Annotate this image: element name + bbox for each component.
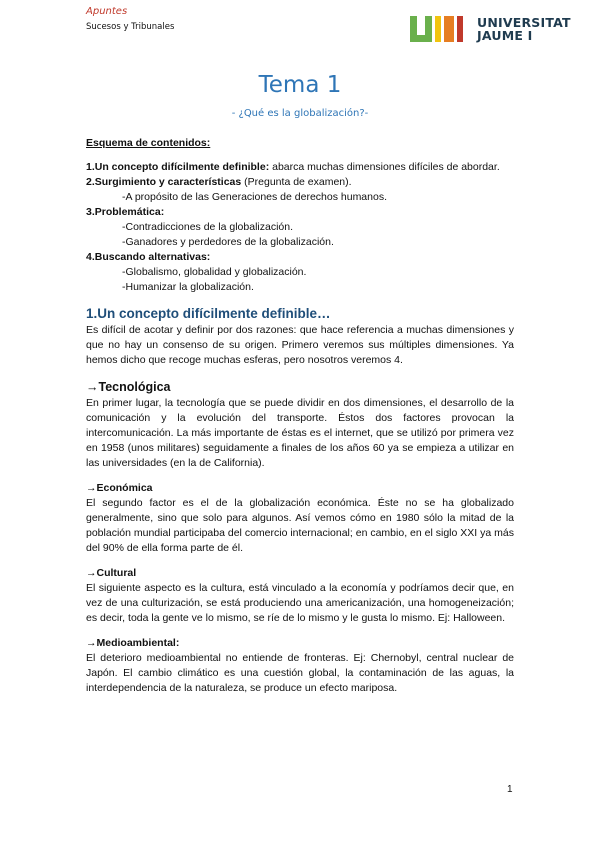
topic-paragraph: El siguiente aspecto es la cultura, está vinculado a la economía y podríamos decir que, en vez de una culturización, se está produciendo una americanización, una homogeneización; es decir, toda la gente ve lo mismo, se ríe de lo mismo y le gusta lo mismo. Ej: Halloween.: [86, 582, 514, 624]
university-name-line1: UNIVERSITAT: [477, 15, 571, 30]
topic-heading: →Cultural: [86, 567, 137, 579]
outline-subitem: -Contradicciones de la globalización.: [122, 221, 294, 233]
outline-item-label: 3.Problemática:: [86, 206, 165, 218]
page-title: Tema 1: [258, 72, 342, 98]
outline-item-heading: [86, 250, 514, 265]
topic-paragraph: En primer lugar, la tecnología que se puede dividir en dos dimensiones, el desarrollo de la comunicación y la evolución del transporte. Éstos dos factores provocan la intercomunicación. La más importante de éstas es el internet, que se utilizó por primera vez en 1958 (unos militares) seguidamente a finales de los años 60 ya se empieza a utilizar en las universidades (en la de California).: [86, 397, 514, 469]
page-subtitle: - ¿Qué es la globalización?-: [231, 108, 369, 119]
topic-heading: →Económica: [86, 482, 153, 494]
outline-subitem: -Globalismo, globalidad y globalización.: [122, 266, 307, 278]
outline-item: [86, 250, 514, 295]
outline-item-description: abarca muchas dimensiones difíciles de abordar.: [269, 161, 500, 173]
outline-item: [86, 205, 514, 250]
outline-item-heading: [86, 205, 514, 220]
outline-item-label: 4.Buscando alternativas:: [86, 251, 211, 263]
outline-item: [86, 160, 514, 175]
topic-paragraph: El segundo factor es el de la globalización económica. Éste no se ha globalizado generalmente, sino que solo para algunos. Así vemos cómo en 1980 sólo la mitad de la población mundial participaba del comercio internacional; en cambio, en el siglo XXI ya más del 90% de ella forma parte de él.: [86, 497, 514, 554]
outline-subitem: -Humanizar la globalización.: [122, 281, 254, 293]
topic-heading: →Tecnológica: [86, 380, 171, 394]
outline-item: [86, 175, 514, 205]
outline-item-description: (Pregunta de examen).: [241, 176, 352, 188]
header-tag: Apuntes: [86, 6, 128, 17]
outline-item-label: 1.Un concepto difícilmente definible:: [86, 161, 270, 173]
university-name-line2: JAUME I: [477, 28, 533, 43]
uji-logo-icon: [410, 14, 470, 44]
running-header: [86, 6, 174, 33]
section-paragraph: Es difícil de acotar y definir por dos razones: que hace referencia a muchas dimensiones y que no hay un consenso de su origen. Primero veremos sus múltiples dimensiones. Ya hemos dicho que recoge muchas esferas, pero nosotros veremos 4.: [86, 324, 514, 366]
topic-paragraph: El deterioro medioambiental no entiende de fronteras. Ej: Chernobyl, central nuclear de Japón. El cambio climático es una cuestión global, la contaminación de las aguas, la interdependencia de la naturaleza, se produce un efecto mariposa.: [86, 652, 514, 694]
document-body: [86, 136, 514, 696]
university-name: [477, 16, 571, 42]
outline-list: [86, 160, 514, 295]
outline-subitem: -Ganadores y perdedores de la globalización.: [122, 236, 334, 248]
section-heading: 1.Un concepto difícilmente definible…: [86, 306, 331, 321]
university-logo: [410, 14, 571, 44]
outline-title: Esquema de contenidos:: [86, 137, 211, 149]
outline-item-heading: [86, 160, 514, 175]
outline-item-label: 2.Surgimiento y características: [86, 176, 242, 188]
outline-item-heading: [86, 175, 514, 190]
topic-heading: →Medioambiental:: [86, 637, 180, 649]
page-number: 1: [507, 784, 513, 795]
header-subject: Sucesos y Tribunales: [86, 22, 175, 32]
topics-list: [86, 378, 514, 696]
outline-subitem: -A propósito de las Generaciones de derechos humanos.: [122, 191, 387, 203]
